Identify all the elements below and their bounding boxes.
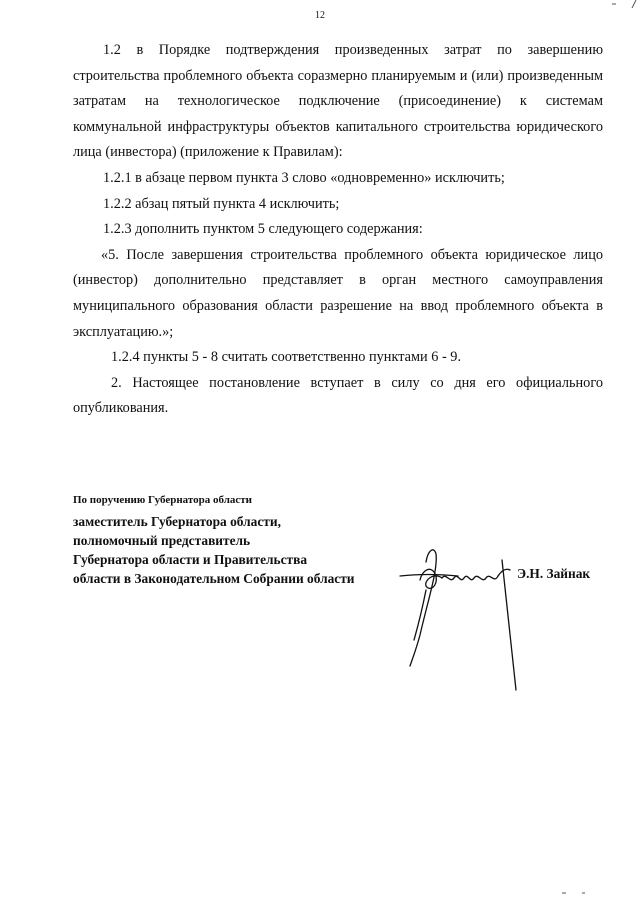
paragraph-1-2-4: 1.2.4 пункты 5 - 8 считать соответственно пунктами 6 - 9. <box>111 349 462 366</box>
signature-block <box>73 493 413 588</box>
signer-position-line: области в Законодательном Собрании области <box>73 571 355 586</box>
paragraph-1-2-2: 1.2.2 абзац пятый пункта 4 исключить; <box>103 195 340 212</box>
paragraph-quoted-item-5: «5. После завершения строительства проблемного объекта юридическое лицо (инвестор) дополнительно представляет в орган местного самоуправления муниципального образования области разрешение на ввод проблемного объекта в эксплуатацию.»; <box>73 246 603 340</box>
signature-instruction: По поручению Губернатора области <box>73 494 253 506</box>
signer-name: Э.Н. Зайнак <box>517 566 591 581</box>
paragraph-1-2-3: 1.2.3 дополнить пунктом 5 следующего содержания: <box>103 221 423 238</box>
signer-position-line: Губернатора области и Правительства <box>73 552 308 567</box>
handwritten-signature <box>398 540 528 700</box>
scan-corner-mark <box>560 0 640 12</box>
scan-corner-mark <box>562 888 622 898</box>
signer-position-line: заместитель Губернатора области, <box>73 514 281 529</box>
paragraph-1-2-1: 1.2.1 в абзаце первом пункта 3 слово «одновременно» исключить; <box>103 169 505 186</box>
page-number: 12 <box>315 10 325 21</box>
signer-position-line: полномочный представитель <box>73 533 251 548</box>
paragraph-2: 2. Настоящее постановление вступает в силу со дня его официального опубликования. <box>73 374 603 417</box>
paragraph-1-2: 1.2 в Порядке подтверждения произведенных затрат по завершению строительства проблемного объекта соразмерно планируемым и (или) произведенным затратам на технологическое подключение (присоединение) к системам коммунальной инфраструктуры объектов капитального строительства юридического лица (инвестора) (приложение к Правилам): <box>73 42 603 161</box>
document-body <box>73 38 603 422</box>
